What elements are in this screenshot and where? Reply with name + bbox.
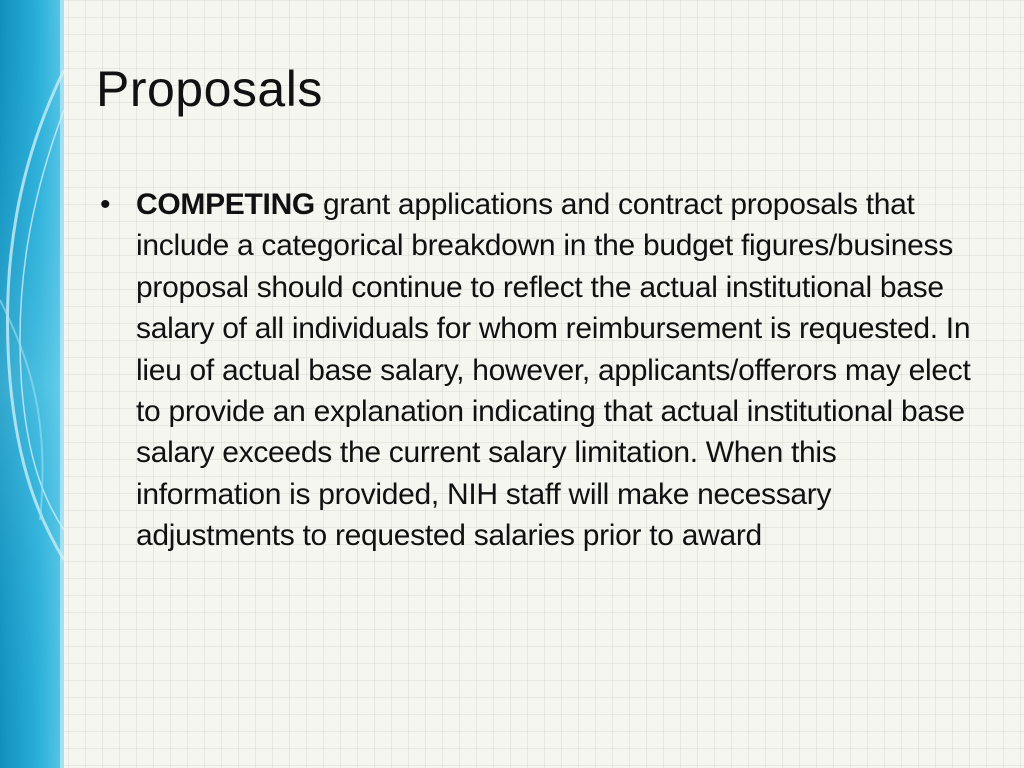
bullet-body-text: grant applications and contract proposals that include a categorical breakdown in the budget figures/business proposal should continue to reflect the actual institutional base salary of all individuals for whom reimbursement is requested. In lieu of actual base salary, however, applicants/offerors may elect to provide an explanation indicating that actual institutional base salary exceeds the current salary limitation. When this information is provided, NIH staff will make necessary adjustments to requested salaries prior to award: [136, 188, 971, 553]
bullet-text: [136, 184, 980, 557]
bullet-item: [100, 184, 980, 557]
slide-body: [100, 184, 980, 557]
bullet-marker: •: [100, 188, 111, 221]
slide-title: Proposals: [96, 61, 323, 117]
side-decoration-band: [0, 0, 64, 768]
bullet-lead-emphasis: COMPETING: [136, 188, 315, 221]
